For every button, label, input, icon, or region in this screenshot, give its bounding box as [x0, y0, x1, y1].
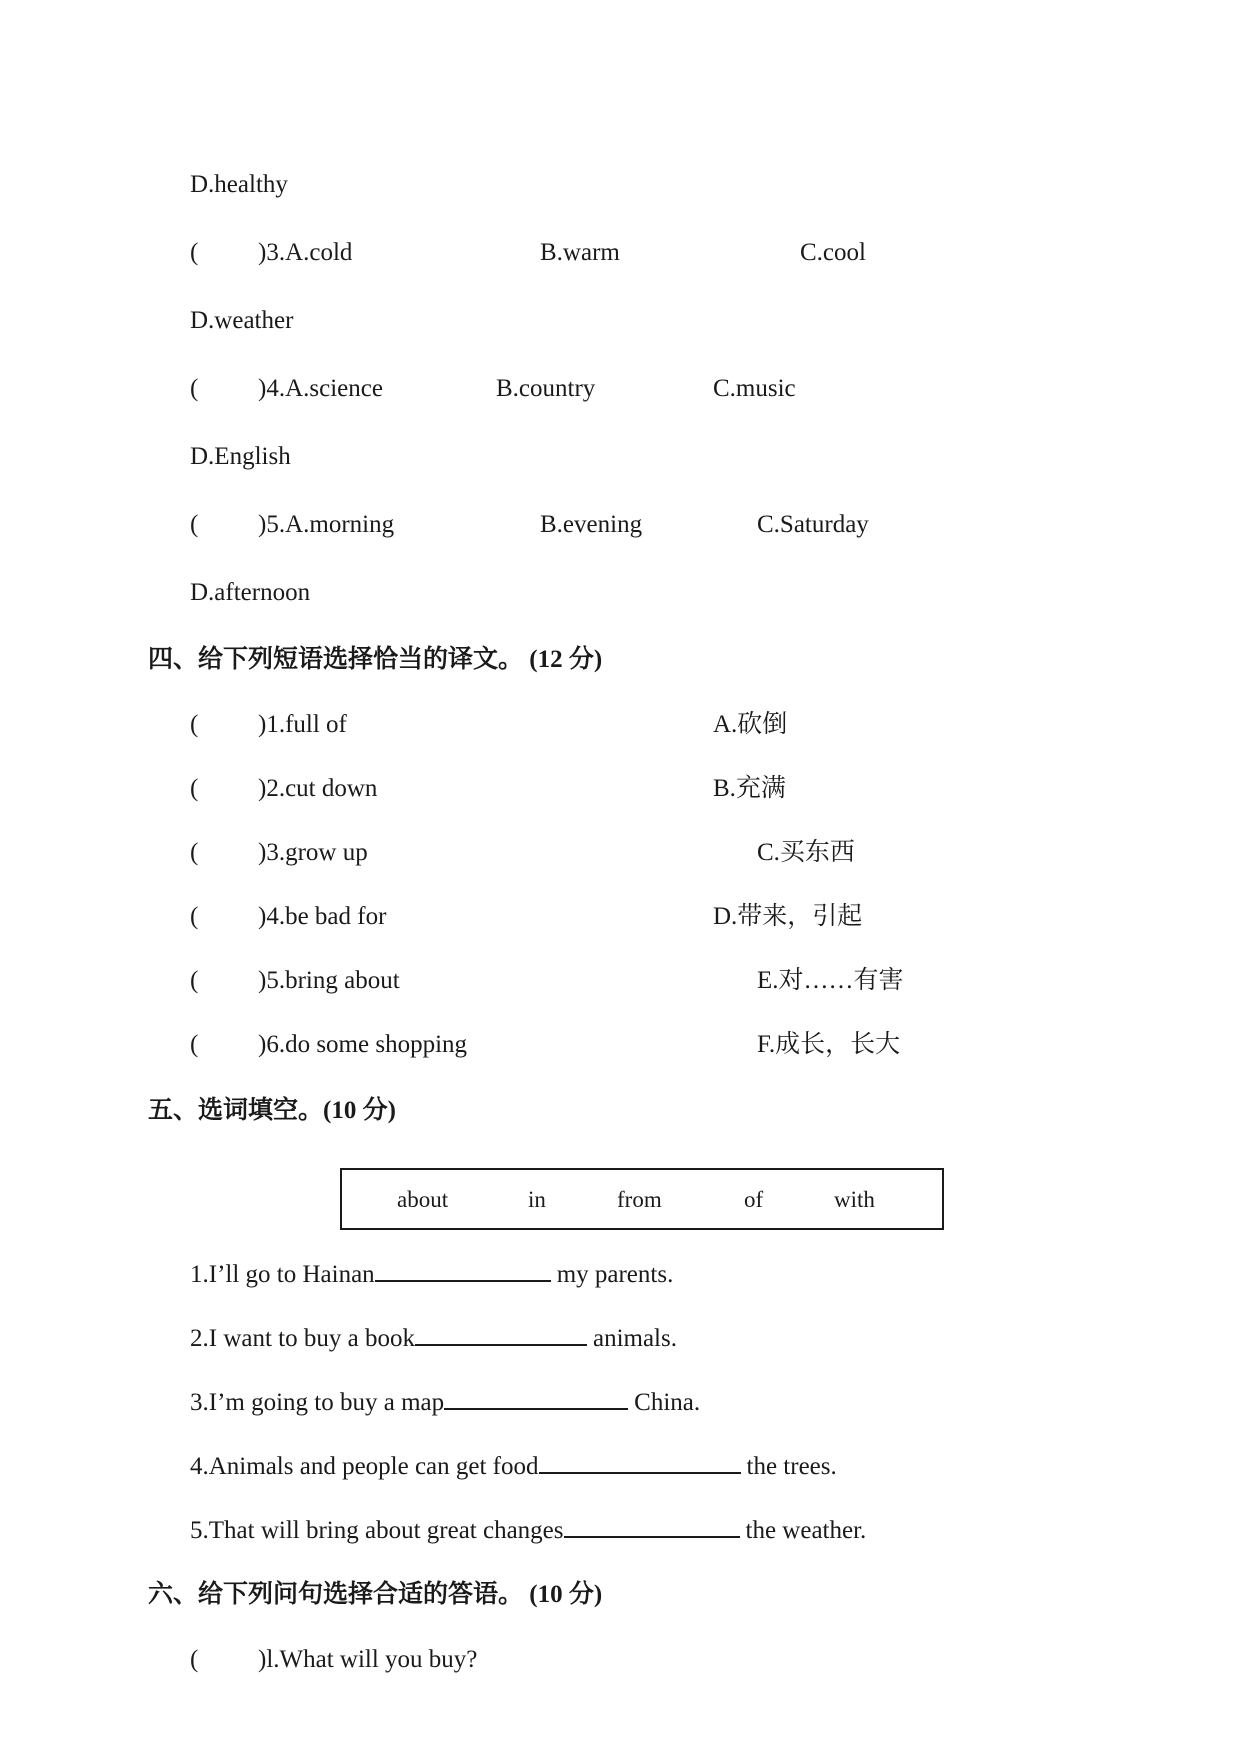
word-of: of [744, 1187, 764, 1212]
section5-heading: 五、选词填空。(10 分) [148, 1097, 396, 1124]
word-from: from [617, 1187, 662, 1212]
q2-option-d: D.healthy [190, 171, 288, 198]
phrase-1: )1.full of [258, 711, 347, 738]
q3-option-d: D.weather [190, 307, 294, 334]
answer-paren: ( [190, 903, 199, 930]
question-1: )l.What will you buy? [258, 1646, 478, 1673]
fill-sentence-4: 4.Animals and people can get food the trees. [190, 1450, 837, 1482]
phrase-5: )5.bring about [258, 967, 400, 994]
section6-heading: 六、给下列问句选择合适的答语。 (10 分) [148, 1581, 603, 1608]
fill-sentence-5: 5.That will bring about great changes the weather. [190, 1514, 866, 1546]
q5-option-d: D.afternoon [190, 579, 311, 606]
phrase-4: )4.be bad for [258, 903, 387, 930]
q3-option-c: C.cool [800, 239, 866, 266]
q5-option-b: B.evening [540, 511, 643, 538]
q4-option-a: )4.A.science [258, 375, 383, 402]
q4-option-b: B.country [496, 375, 596, 402]
word-about: about [397, 1187, 449, 1212]
translation-f: F.成长，长大 [757, 1031, 901, 1058]
word-with: with [834, 1187, 875, 1212]
fill-sentence-1: 1.I’ll go to Hainan my parents. [190, 1258, 673, 1290]
q3-option-a: )3.A.cold [258, 239, 353, 266]
answer-blank[interactable] [375, 1258, 551, 1282]
word-bank-box [340, 1168, 944, 1230]
answer-paren: ( [190, 511, 199, 538]
answer-paren: ( [190, 239, 199, 266]
phrase-2: )2.cut down [258, 775, 378, 802]
q5-option-c: C.Saturday [757, 511, 869, 538]
fill-sentence-3: 3.I’m going to buy a map China. [190, 1386, 700, 1418]
section4-heading: 四、给下列短语选择恰当的译文。 (12 分) [148, 646, 603, 673]
fill-sentence-2: 2.I want to buy a book animals. [190, 1322, 677, 1354]
translation-c: C.买东西 [757, 839, 855, 866]
answer-paren: ( [190, 839, 199, 866]
q3-option-b: B.warm [540, 239, 620, 266]
translation-e: E.对……有害 [757, 967, 904, 994]
phrase-6: )6.do some shopping [258, 1031, 468, 1058]
answer-paren: ( [190, 967, 199, 994]
q5-option-a: )5.A.morning [258, 511, 395, 538]
answer-blank[interactable] [415, 1322, 587, 1346]
translation-d: D.带来，引起 [713, 903, 863, 930]
answer-blank[interactable] [444, 1386, 628, 1410]
answer-paren: ( [190, 1031, 199, 1058]
answer-paren: ( [190, 375, 199, 402]
answer-paren: ( [190, 1646, 199, 1673]
phrase-3: )3.grow up [258, 839, 368, 866]
translation-b: B.充满 [713, 775, 786, 802]
word-in: in [528, 1187, 546, 1212]
q4-option-c: C.music [713, 375, 796, 402]
answer-paren: ( [190, 711, 199, 738]
answer-paren: ( [190, 775, 199, 802]
answer-blank[interactable] [539, 1450, 741, 1474]
translation-a: A.砍倒 [713, 711, 788, 738]
q4-option-d: D.English [190, 443, 291, 470]
answer-blank[interactable] [564, 1514, 740, 1538]
